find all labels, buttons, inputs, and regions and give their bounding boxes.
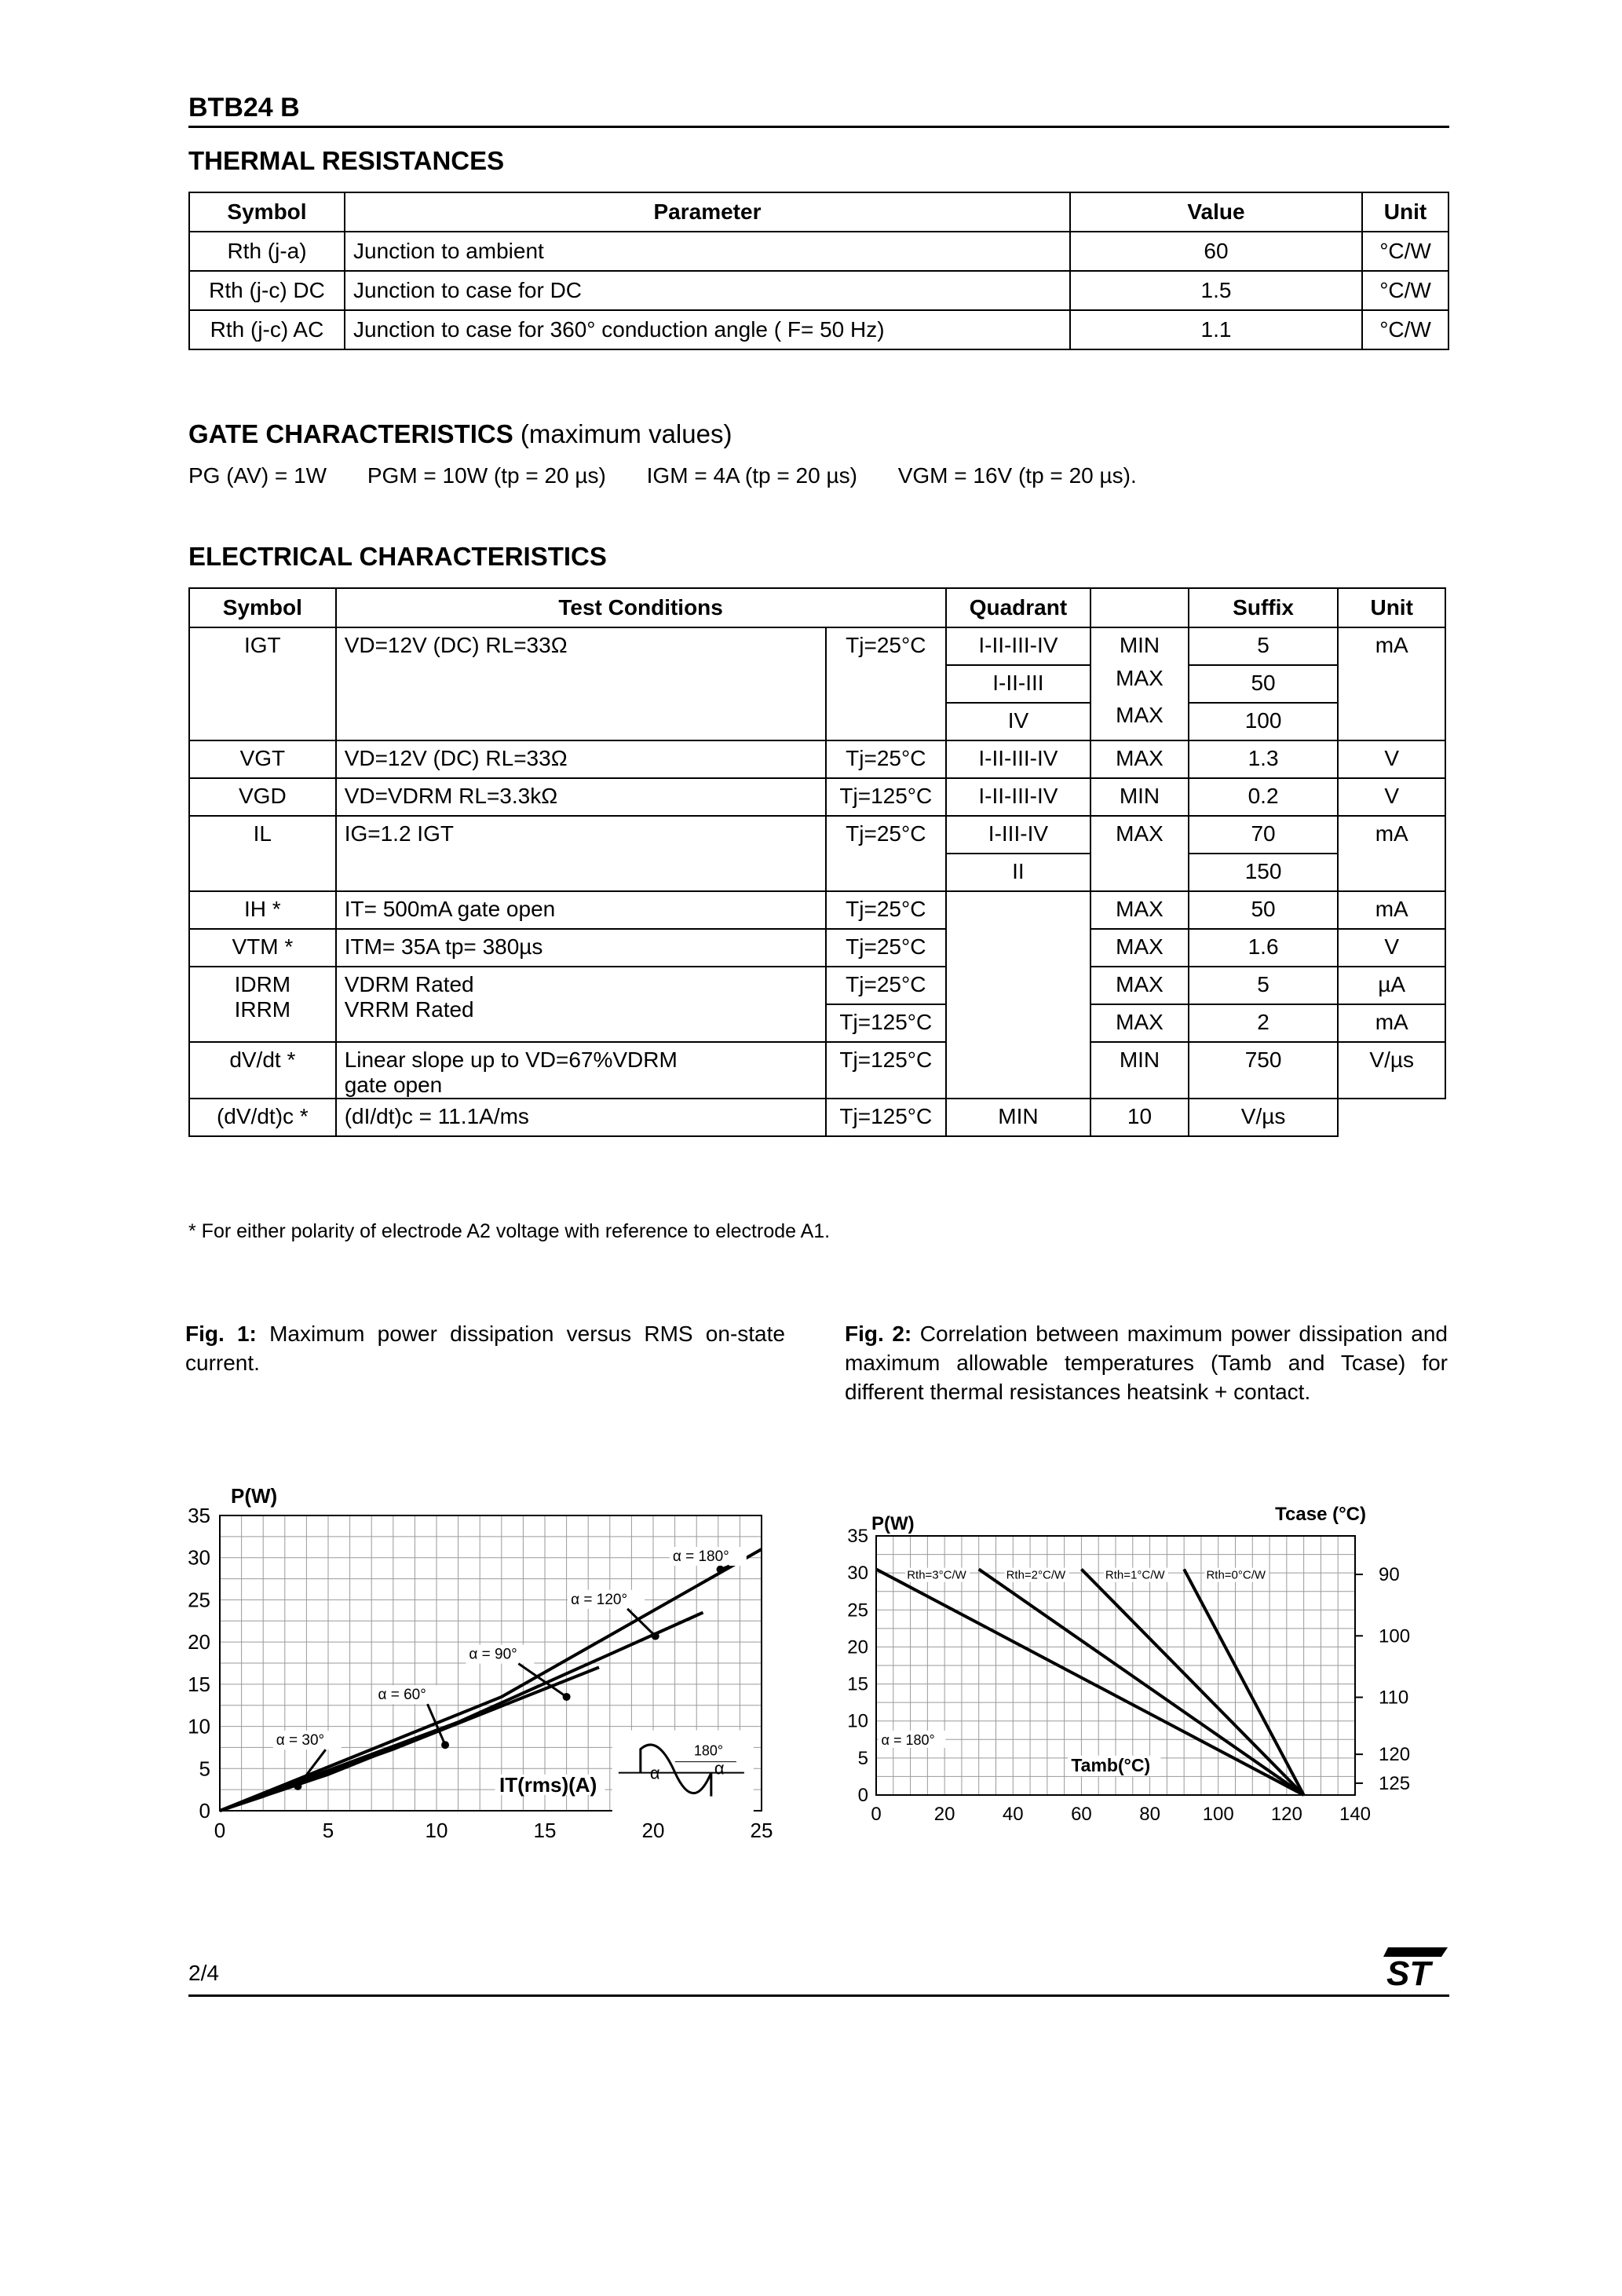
- cell-unit: mA: [1338, 1004, 1445, 1042]
- cell-symbol: dV/dt *: [189, 1042, 336, 1099]
- cell-unit: mA: [1338, 816, 1445, 891]
- cell-symbol: VGD: [189, 778, 336, 816]
- x-tick-label: 40: [1002, 1804, 1024, 1825]
- x-tick-label: 120: [1270, 1804, 1302, 1825]
- cell-symbol: (dV/dt)c *: [189, 1099, 336, 1136]
- gate-value-pgav: PG (AV) = 1W: [188, 463, 327, 488]
- y-tick-label: 30: [847, 1563, 868, 1585]
- cell-quadrant: II: [946, 854, 1091, 891]
- cell-minmax: MAX: [1090, 967, 1188, 1004]
- series-label: Rth=1°C/W: [1105, 1568, 1165, 1582]
- gate-value-igm: IGM = 4A (tp = 20 µs): [646, 463, 857, 488]
- cell-unit: V/µs: [1338, 1042, 1445, 1099]
- cell-suffix: 2: [1189, 1004, 1339, 1042]
- cell-symbol: IGT: [189, 627, 336, 740]
- minmax-value: MIN: [1119, 633, 1160, 657]
- y-axis-label: P(W): [231, 1484, 278, 1508]
- y-tick-label: 0: [199, 1799, 210, 1823]
- cell-unit: V: [1338, 778, 1445, 816]
- x-axis-label: IT(rms)(A): [499, 1772, 597, 1797]
- table-row: [189, 778, 1445, 816]
- st-logo: [1375, 1946, 1449, 1988]
- y2-tick-label: 120: [1379, 1744, 1411, 1766]
- col-symbol: Symbol: [189, 192, 345, 232]
- condition-line: Linear slope up to VD=67%VDRM: [344, 1047, 678, 1072]
- cell-value: 1.1: [1070, 310, 1362, 349]
- series-label: α = 120°: [571, 1591, 628, 1608]
- col-minmax: [1090, 588, 1188, 627]
- cell-suffix: 70: [1189, 816, 1339, 854]
- cell-symbol: Rth (j-c) AC: [189, 310, 345, 349]
- symbol-irrm: IRRM: [234, 997, 291, 1022]
- table-row: [189, 232, 1448, 271]
- table-row: [189, 740, 1445, 778]
- electrical-table: [188, 587, 1446, 1137]
- series-label-arrowhead: [717, 1566, 725, 1574]
- cell-symbol: VGT: [189, 740, 336, 778]
- series-label: α = 30°: [276, 1732, 325, 1749]
- table-row: [189, 967, 1445, 1004]
- col-quadrant: Quadrant: [946, 588, 1091, 627]
- cell-tj: Tj=25°C: [826, 891, 946, 929]
- cell-symbol: [189, 967, 336, 1042]
- cell-value: 60: [1070, 232, 1362, 271]
- cell-tj: Tj=125°C: [826, 1042, 946, 1099]
- cell-minmax: MAX: [1090, 1004, 1188, 1042]
- table-header-row: [189, 192, 1448, 232]
- table-row: [189, 1042, 1445, 1099]
- cell-condition: IG=1.2 IGT: [336, 816, 826, 891]
- y-tick-label: 20: [847, 1636, 868, 1658]
- fig2-caption: [845, 1319, 1448, 1406]
- series-label: Rth=2°C/W: [1006, 1568, 1066, 1582]
- series-label: Rth=0°C/W: [1206, 1568, 1266, 1582]
- cell-minmax: MAX: [1090, 891, 1188, 929]
- cell-symbol: VTM *: [189, 929, 336, 967]
- fig1-caption: [185, 1319, 785, 1377]
- cell-minmax: MAX: [1090, 816, 1188, 891]
- cell-condition: VD=VDRM RL=3.3kΩ: [336, 778, 826, 816]
- table-row: [189, 1099, 1445, 1136]
- cell-minmax: MIN: [1090, 778, 1188, 816]
- x-tick-label: 20: [641, 1819, 665, 1842]
- y-tick-label: 25: [847, 1600, 868, 1621]
- x-tick-label: 100: [1202, 1804, 1234, 1825]
- cell-parameter: Junction to ambient: [345, 232, 1070, 271]
- x-tick-label: 20: [933, 1804, 955, 1825]
- x-tick-label: 10: [425, 1819, 448, 1842]
- gate-heading: [188, 419, 732, 449]
- cell-suffix: 50: [1189, 891, 1339, 929]
- x-tick-label: 140: [1339, 1804, 1372, 1825]
- cell-tj: Tj=25°C: [826, 929, 946, 967]
- cell-tj: Tj=125°C: [826, 1004, 946, 1042]
- cell-symbol: Rth (j-c) DC: [189, 271, 345, 310]
- y2-axis-label: Tcase (°C): [1275, 1504, 1366, 1525]
- series-label: α = 90°: [469, 1646, 517, 1663]
- cell-unit: °C/W: [1362, 310, 1448, 349]
- fig2-caption-text: Correlation between maximum power dissipation and maximum allowable temperatures (Tamb and Tcase) for different thermal resistances heatsink + contact.: [845, 1322, 1448, 1404]
- cell-symbol: IH *: [189, 891, 336, 929]
- y2-tick-label: 90: [1379, 1564, 1400, 1586]
- x-tick-label: 60: [1071, 1804, 1092, 1825]
- cell-tj: Tj=125°C: [826, 778, 946, 816]
- table-row: [189, 271, 1448, 310]
- cell-quadrant: IV: [946, 703, 1091, 740]
- cell-unit: °C/W: [1362, 271, 1448, 310]
- cell-unit: V/µs: [1189, 1099, 1339, 1136]
- table-row: [189, 310, 1448, 349]
- fig1-label: Fig. 1:: [185, 1322, 257, 1346]
- col-symbol: Symbol: [189, 588, 336, 627]
- cell-quadrant: I-II-III: [946, 665, 1091, 703]
- inset-label-180: 180°: [693, 1742, 724, 1759]
- cell-condition: IT= 500mA gate open: [336, 891, 826, 929]
- series-label-arrowhead: [652, 1632, 659, 1640]
- cell-quadrant: I-III-IV: [946, 816, 1091, 854]
- cell-quadrant: I-II-III-IV: [946, 778, 1091, 816]
- cell-suffix: 150: [1189, 854, 1339, 891]
- cell-symbol: Rth (j-a): [189, 232, 345, 271]
- cell-tj: Tj=25°C: [826, 967, 946, 1004]
- cell-unit: V: [1338, 740, 1445, 778]
- cell-parameter: Junction to case for DC: [345, 271, 1070, 310]
- series-label-arrowhead: [294, 1782, 301, 1790]
- cell-minmax: MAX: [1090, 740, 1188, 778]
- st-logo-text: ST: [1386, 1954, 1431, 1988]
- y-tick-label: 15: [847, 1673, 868, 1695]
- cell-unit: mA: [1338, 627, 1445, 740]
- symbol-idrm: IDRM: [234, 972, 291, 996]
- fig2-label: Fig. 2:: [845, 1322, 912, 1346]
- y-tick-label: 5: [199, 1757, 210, 1781]
- x-tick-label: 0: [214, 1819, 226, 1842]
- cell-tj: Tj=25°C: [826, 816, 946, 891]
- cell-tj: Tj=25°C: [826, 627, 946, 740]
- cell-condition: VD=12V (DC) RL=33Ω: [336, 740, 826, 778]
- cell-minmax: [1090, 627, 1188, 740]
- y2-tick-label: 125: [1379, 1772, 1411, 1794]
- y-tick-label: 35: [847, 1526, 868, 1547]
- fig1-caption-text: Maximum power dissipation versus RMS on-state current.: [185, 1322, 785, 1375]
- cell-condition: (dI/dt)c = 11.1A/ms: [336, 1099, 826, 1136]
- fig2-chart: [832, 1492, 1460, 1837]
- gate-heading-note: (maximum values): [520, 419, 732, 448]
- x-tick-label: 15: [533, 1819, 557, 1842]
- series-line: [1184, 1569, 1304, 1795]
- series-label: Rth=3°C/W: [907, 1568, 966, 1582]
- y-tick-label: 25: [188, 1588, 210, 1612]
- fig1-chart: [173, 1476, 801, 1853]
- series-label-arrowhead: [563, 1693, 571, 1701]
- y-axis-label: P(W): [871, 1513, 915, 1534]
- cell-parameter: Junction to case for 360° conduction angle ( F= 50 Hz): [345, 310, 1070, 349]
- gate-values: [188, 463, 1171, 488]
- y2-tick-label: 100: [1379, 1625, 1411, 1647]
- table-row: [189, 891, 1445, 929]
- document-title: BTB24 B: [188, 93, 300, 122]
- cell-condition: VD=12V (DC) RL=33Ω: [336, 627, 826, 740]
- cell-quadrant-empty: [946, 891, 1091, 1099]
- col-test-conditions: Test Conditions: [336, 588, 946, 627]
- cell-suffix: 0.2: [1189, 778, 1339, 816]
- minmax-value: MAX: [1116, 666, 1164, 690]
- condition-line: gate open: [344, 1073, 443, 1097]
- y2-tick-label: 110: [1379, 1687, 1409, 1709]
- x-axis-label: Tamb(°C): [1071, 1754, 1151, 1775]
- x-tick-label: 25: [750, 1819, 773, 1842]
- table-row: [189, 816, 1445, 854]
- y-tick-label: 35: [188, 1504, 210, 1527]
- cell-minmax: MAX: [1090, 929, 1188, 967]
- cell-condition: [336, 1042, 826, 1099]
- cell-suffix: 100: [1189, 703, 1339, 740]
- annotation-alpha: α = 180°: [881, 1731, 935, 1748]
- series-label: α = 60°: [378, 1687, 426, 1704]
- col-suffix: Suffix: [1189, 588, 1339, 627]
- cell-unit: µA: [1338, 967, 1445, 1004]
- cell-condition: [336, 967, 826, 1042]
- cell-suffix: 750: [1189, 1042, 1339, 1099]
- condition-vrrm: VRRM Rated: [344, 997, 474, 1022]
- cell-suffix: 1.3: [1189, 740, 1339, 778]
- y-tick-label: 10: [847, 1710, 868, 1732]
- thermal-heading: THERMAL RESISTANCES: [188, 146, 505, 175]
- cell-tj: Tj=25°C: [826, 740, 946, 778]
- series-label-arrowhead: [441, 1741, 449, 1749]
- cell-minmax: MIN: [946, 1099, 1091, 1136]
- electrical-heading: ELECTRICAL CHARACTERISTICS: [188, 542, 607, 571]
- minmax-value: MAX: [1116, 703, 1164, 727]
- col-value: Value: [1070, 192, 1362, 232]
- footnote: * For either polarity of electrode A2 voltage with reference to electrode A1.: [188, 1220, 831, 1242]
- condition-vdrm: VDRM Rated: [344, 972, 474, 996]
- page-number: 2/4: [188, 1961, 219, 1985]
- cell-quadrant: I-II-III-IV: [946, 740, 1091, 778]
- series-label: α = 180°: [672, 1548, 729, 1566]
- cell-tj: Tj=125°C: [826, 1099, 946, 1136]
- cell-symbol: IL: [189, 816, 336, 891]
- col-unit: Unit: [1338, 588, 1445, 627]
- gate-heading-text: GATE CHARACTERISTICS: [188, 419, 513, 448]
- cell-condition: ITM= 35A tp= 380µs: [336, 929, 826, 967]
- inset-label-alpha: α: [649, 1763, 660, 1783]
- col-parameter: Parameter: [345, 192, 1070, 232]
- gate-value-vgm: VGM = 16V (tp = 20 µs).: [897, 463, 1137, 488]
- cell-unit: V: [1338, 929, 1445, 967]
- y-tick-label: 15: [188, 1672, 210, 1696]
- table-row: [189, 627, 1445, 665]
- y-tick-label: 20: [188, 1630, 210, 1654]
- table-row: [189, 929, 1445, 967]
- y-tick-label: 10: [188, 1714, 210, 1738]
- cell-quadrant: I-II-III-IV: [946, 627, 1091, 665]
- footer-rule: [188, 1994, 1449, 1997]
- y-tick-label: 30: [188, 1545, 210, 1570]
- cell-minmax: MIN: [1090, 1042, 1188, 1099]
- cell-suffix: 5: [1189, 967, 1339, 1004]
- cell-suffix: 5: [1189, 627, 1339, 665]
- header-rule: [188, 126, 1449, 128]
- cell-suffix: 1.6: [1189, 929, 1339, 967]
- x-tick-label: 0: [871, 1804, 882, 1825]
- cell-suffix: 50: [1189, 665, 1339, 703]
- cell-suffix: 10: [1090, 1099, 1188, 1136]
- cell-unit: °C/W: [1362, 232, 1448, 271]
- gate-value-pgm: PGM = 10W (tp = 20 µs): [367, 463, 606, 488]
- col-unit: Unit: [1362, 192, 1448, 232]
- thermal-table: [188, 192, 1449, 350]
- table-header-row: [189, 588, 1445, 627]
- inset-label-alpha: α: [714, 1758, 725, 1779]
- y-tick-label: 0: [857, 1785, 868, 1806]
- x-tick-label: 80: [1139, 1804, 1160, 1825]
- y-tick-label: 5: [857, 1747, 868, 1769]
- x-tick-label: 5: [322, 1819, 334, 1842]
- cell-value: 1.5: [1070, 271, 1362, 310]
- cell-unit: mA: [1338, 891, 1445, 929]
